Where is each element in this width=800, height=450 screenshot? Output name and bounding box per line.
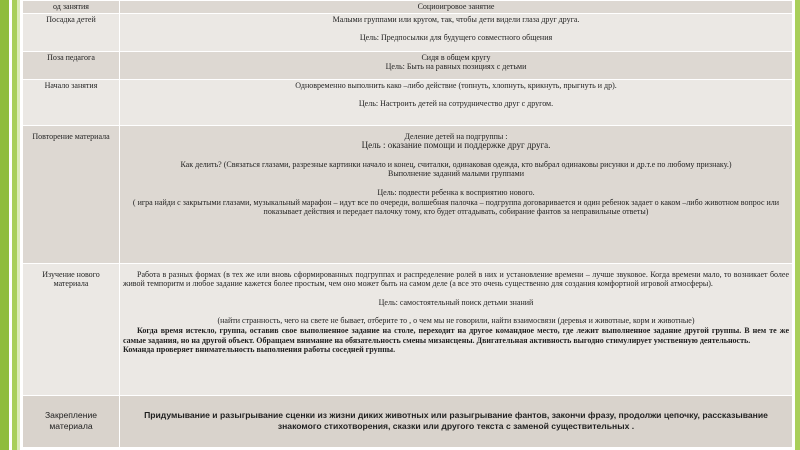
decor-stripe-right bbox=[795, 0, 800, 450]
stage-content: Придумывание и разыгрывание сценки из жизни диких животных или разыгрывание фантов, закончи фразу, продолжи цепочку, рассказывание знакомого стихотворения, сказки или другого текста с заменой существительных . bbox=[120, 395, 793, 447]
stage-label: Поза педагога bbox=[23, 51, 120, 79]
stage-content: Работа в разных формах (в тех же или вновь сформированных подгруппах и распределение ролей в них и установление времени – лучше звуковое. Когда времени мало, то возникает более живой темпоритм и любое задание кажется более простым, чем оно может быть на самом деле (а все это очень существенно для создания комфортной игровой атмосферы). Цель: самостоятельный поиск детьми знаний (найти странность, чего на свете не бывает, отберите то , о чем мы не говорили, найти взаимосвязи (деревья и животные, корм и животные) Когда время истекло, группа, оставив свое выполненное задание на столе, переходит на другое командное место, где лежит выполненное задание другой группы. В нем те же самые задания, но на другой объект. Обращаем внимание на обязательность смены мизансцены. Двигательная активность выгодно стимулирует умственную деятельность. Команда проверяет внимательность выполнения работы соседней группы. bbox=[120, 263, 793, 395]
stage-label: Начало занятия bbox=[23, 79, 120, 125]
decor-stripe bbox=[0, 0, 9, 450]
table-row bbox=[23, 395, 793, 447]
stage-content: Социоигровое занятие bbox=[120, 1, 793, 14]
stage-label: од занятия bbox=[23, 1, 120, 14]
table-row bbox=[23, 1, 793, 14]
table-row bbox=[23, 51, 793, 79]
stage-label: Посадка детей bbox=[23, 13, 120, 51]
table-row bbox=[23, 263, 793, 395]
decor-stripe bbox=[17, 0, 20, 450]
stage-content: Одновременно выполнить како –либо действие (топнуть, хлопнуть, крикнуть, прыгнуть и др). Цель: Настроить детей на сотрудничество друг с другом. bbox=[120, 79, 793, 125]
stage-content: Сидя в общем кругу Цель: Быть на равных позициях с детьми bbox=[120, 51, 793, 79]
table-row bbox=[23, 125, 793, 263]
stage-label: Закрепление материала bbox=[23, 395, 120, 447]
lesson-structure-table bbox=[22, 0, 793, 448]
stage-content: Деление детей на подгруппы : Цель : оказание помощи и поддержке друг друга. Как делить? (Связаться глазами, разрезные картинки начало и конец, считалки, одинаковая одежда, кто выбрал одинаковы рисунки и др.т.е по любому признаку.) Выполнение заданий малыми группами Цель: подвести ребенка к восприятию нового. ( игра найди с закрытыми глазами, музыкальный марафон – идут все по очереди, волшебная палочка – подгруппа договаривается и один ребенок задает о каком –либо животном вопрос или показывает действия и передает палочку тому, кто будет отгадывать, собирание фантов за неправильные ответы) bbox=[120, 125, 793, 263]
stage-content: Малыми группами или кругом, так, чтобы дети видели глаза друг друга. Цель: Предпосылки для будущего совместного общения bbox=[120, 13, 793, 51]
stage-label: Изучение нового материала bbox=[23, 263, 120, 395]
stage-label: Повторение материала bbox=[23, 125, 120, 263]
table-row bbox=[23, 79, 793, 125]
table-row bbox=[23, 13, 793, 51]
